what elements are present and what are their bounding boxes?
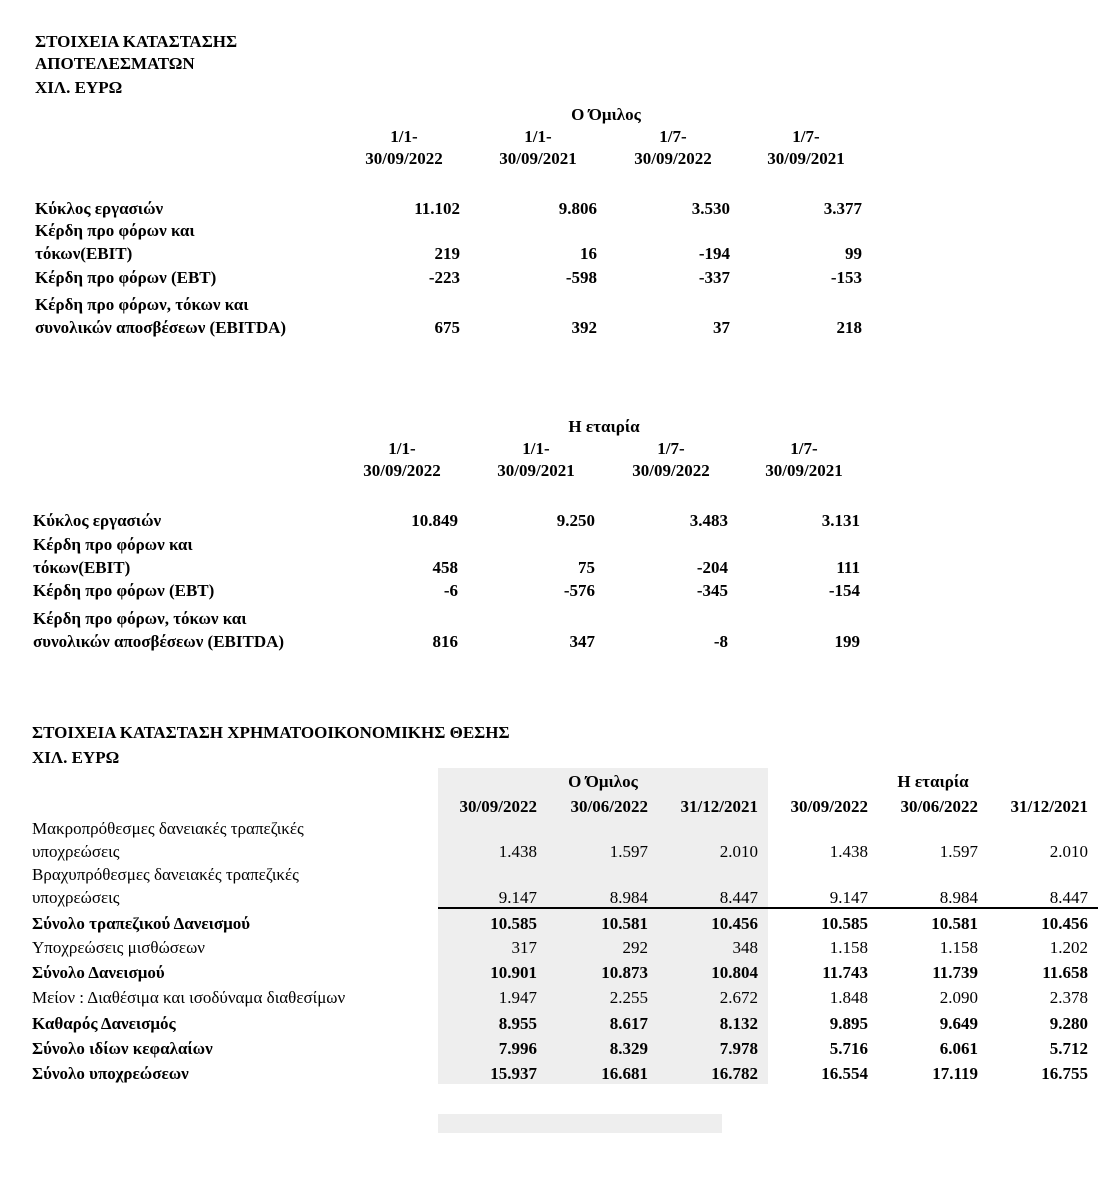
balance-value-cell: 9.147 — [829, 888, 868, 907]
balance-value-cell: 5.712 — [1049, 1039, 1088, 1058]
balance-value-cell: 348 — [732, 938, 758, 957]
balance-value-cell: 10.456 — [711, 914, 758, 933]
balance-value-cell: 11.743 — [822, 963, 868, 982]
balance-company-heading: Η εταιρία — [897, 772, 969, 791]
balance-row-label: Μακροπρόθεσμες δανειακές τραπεζικές — [32, 819, 304, 838]
column-header-period-start: 1/1- — [524, 127, 552, 146]
value-cell: -576 — [563, 581, 595, 600]
value-cell: -194 — [698, 244, 730, 263]
income-title-line2: ΑΠΟΤΕΛΕΣΜΑΤΩΝ — [35, 54, 195, 73]
value-cell: 16 — [580, 244, 597, 263]
balance-value-cell: 9.649 — [939, 1014, 978, 1033]
column-header-period-start: 1/1- — [388, 439, 416, 458]
date-column-header: 30/09/2022 — [790, 797, 868, 816]
balance-value-cell: 7.978 — [719, 1039, 758, 1058]
balance-value-cell: 16.554 — [821, 1064, 868, 1083]
balance-value-cell: 10.456 — [1041, 914, 1088, 933]
value-cell: 9.250 — [556, 511, 595, 530]
group-heading: Ο Όμιλος — [571, 105, 641, 124]
balance-value-cell: 8.447 — [719, 888, 758, 907]
balance-value-cell: 16.782 — [711, 1064, 758, 1083]
value-cell: 3.377 — [823, 199, 862, 218]
balance-value-cell: 17.119 — [932, 1064, 978, 1083]
column-header-period-end: 30/09/2021 — [499, 149, 577, 168]
balance-title: ΣΤΟΙΧΕΙΑ ΚΑΤΑΣΤΑΣΗ ΧΡΗΜΑΤΟΟΙΚΟΝΟΜΙΚΗΣ ΘΕΣΗΣ — [32, 723, 510, 742]
value-cell: 347 — [569, 632, 595, 651]
date-column-header: 30/09/2022 — [459, 797, 537, 816]
value-cell: 9.806 — [558, 199, 597, 218]
balance-value-cell: 8.132 — [719, 1014, 758, 1033]
column-header-period-start: 1/7- — [659, 127, 687, 146]
column-header-period-start: 1/7- — [790, 439, 818, 458]
value-cell: -345 — [696, 581, 728, 600]
balance-value-cell: 8.617 — [609, 1014, 648, 1033]
column-header-period-end: 30/09/2022 — [363, 461, 441, 480]
column-header-period-end: 30/09/2022 — [365, 149, 443, 168]
column-header-period-start: 1/1- — [522, 439, 550, 458]
value-cell: 3.483 — [689, 511, 728, 530]
value-cell: 219 — [434, 244, 460, 263]
balance-value-cell: 8.329 — [609, 1039, 648, 1058]
balance-value-cell: 10.585 — [821, 914, 868, 933]
value-cell: 37 — [713, 318, 730, 337]
balance-value-cell: 16.755 — [1041, 1064, 1088, 1083]
value-cell: 111 — [836, 558, 860, 577]
date-column-header: 30/06/2022 — [900, 797, 978, 816]
column-header-period-end: 30/09/2021 — [767, 149, 845, 168]
value-cell: 75 — [578, 558, 595, 577]
balance-value-cell: 1.158 — [829, 938, 868, 957]
balance-value-cell: 10.804 — [711, 963, 758, 982]
balance-row-label: Υποχρεώσεις μισθώσεων — [32, 938, 205, 957]
balance-row-label: Μείον : Διαθέσιμα και ισοδύναμα διαθεσίμων — [32, 988, 346, 1007]
row-label-continued: τόκων(EBIT) — [33, 558, 131, 577]
income-title-line1: ΣΤΟΙΧΕΙΑ ΚΑΤΑΣΤΑΣΗΣ — [35, 32, 238, 51]
value-cell: -598 — [565, 268, 597, 287]
value-cell: -153 — [830, 268, 862, 287]
balance-value-cell: 8.984 — [939, 888, 978, 907]
value-cell: 10.849 — [411, 511, 458, 530]
row-label: Κέρδη προ φόρων (EBT) — [35, 268, 217, 287]
column-header-period-end: 30/09/2021 — [497, 461, 575, 480]
balance-value-cell: 2.090 — [939, 988, 978, 1007]
balance-value-cell: 9.147 — [498, 888, 537, 907]
balance-value-cell: 11.739 — [932, 963, 978, 982]
balance-value-cell: 7.996 — [498, 1039, 537, 1058]
balance-value-cell: 1.438 — [498, 842, 537, 861]
value-cell: 675 — [434, 318, 460, 337]
balance-value-cell: 8.447 — [1049, 888, 1088, 907]
balance-value-cell: 2.378 — [1049, 988, 1088, 1007]
value-cell: 458 — [432, 558, 458, 577]
date-column-header: 31/12/2021 — [1010, 797, 1088, 816]
balance-value-cell: 2.672 — [719, 988, 758, 1007]
value-cell: -223 — [428, 268, 460, 287]
value-cell: -8 — [713, 632, 728, 651]
row-label: Κέρδη προ φόρων, τόκων και — [35, 295, 249, 314]
balance-value-cell: 5.716 — [829, 1039, 868, 1058]
shaded-bar — [438, 1114, 722, 1133]
balance-value-cell: 2.255 — [609, 988, 648, 1007]
balance-value-cell: 1.597 — [609, 842, 648, 861]
value-cell: -6 — [443, 581, 458, 600]
column-header-period-end: 30/09/2022 — [632, 461, 710, 480]
balance-value-cell: 11.658 — [1042, 963, 1088, 982]
row-label-continued: συνολικών αποσβέσεων (EBITDA) — [35, 318, 287, 337]
row-label-continued: συνολικών αποσβέσεων (EBITDA) — [33, 632, 285, 651]
balance-row-label: Καθαρός Δανεισμός — [32, 1014, 176, 1033]
balance-row-label: Σύνολο υποχρεώσεων — [32, 1064, 189, 1083]
row-label: Κέρδη προ φόρων και — [33, 535, 193, 554]
column-header-period-start: 1/7- — [657, 439, 685, 458]
balance-value-cell: 9.895 — [829, 1014, 868, 1033]
balance-value-cell: 10.585 — [490, 914, 537, 933]
column-header-period-end: 30/09/2022 — [634, 149, 712, 168]
balance-value-cell: 2.010 — [719, 842, 758, 861]
balance-row-label-continued: υποχρεώσεις — [32, 842, 120, 861]
balance-value-cell: 8.955 — [498, 1014, 537, 1033]
balance-units: ΧΙΛ. ΕΥΡΩ — [32, 748, 120, 767]
balance-row-label: Σύνολο Δανεισμού — [32, 963, 165, 982]
balance-value-cell: 2.010 — [1049, 842, 1088, 861]
balance-group-heading: Ο Όμιλος — [568, 772, 638, 791]
balance-value-cell: 16.681 — [601, 1064, 648, 1083]
balance-value-cell: 1.947 — [498, 988, 537, 1007]
value-cell: -204 — [696, 558, 728, 577]
balance-value-cell: 10.581 — [601, 914, 648, 933]
column-header-period-start: 1/7- — [792, 127, 820, 146]
balance-value-cell: 10.901 — [490, 963, 537, 982]
balance-value-cell: 10.581 — [931, 914, 978, 933]
value-cell: 199 — [834, 632, 860, 651]
column-header-period-end: 30/09/2021 — [765, 461, 843, 480]
row-label: Κέρδη προ φόρων, τόκων και — [33, 609, 247, 628]
value-cell: -154 — [828, 581, 860, 600]
date-column-header: 30/06/2022 — [570, 797, 648, 816]
value-cell: -337 — [698, 268, 730, 287]
column-header-period-start: 1/1- — [390, 127, 418, 146]
row-label: Κύκλος εργασιών — [33, 511, 162, 530]
balance-value-cell: 1.848 — [829, 988, 868, 1007]
balance-value-cell: 1.438 — [829, 842, 868, 861]
balance-value-cell: 15.937 — [490, 1064, 537, 1083]
balance-value-cell: 10.873 — [601, 963, 648, 982]
balance-row-label: Σύνολο ιδίων κεφαλαίων — [32, 1039, 213, 1058]
balance-value-cell: 1.202 — [1049, 938, 1088, 957]
balance-value-cell: 1.597 — [939, 842, 978, 861]
balance-row-label-continued: υποχρεώσεις — [32, 888, 120, 907]
value-cell: 11.102 — [414, 199, 460, 218]
row-label: Κέρδη προ φόρων και — [35, 221, 195, 240]
value-cell: 3.131 — [821, 511, 860, 530]
value-cell: 392 — [571, 318, 597, 337]
date-column-header: 31/12/2021 — [680, 797, 758, 816]
balance-row-label: Βραχυπρόθεσμες δανειακές τραπεζικές — [32, 865, 299, 884]
value-cell: 3.530 — [691, 199, 730, 218]
balance-value-cell: 317 — [511, 938, 537, 957]
balance-value-cell: 292 — [622, 938, 648, 957]
balance-value-cell: 1.158 — [939, 938, 978, 957]
balance-value-cell: 9.280 — [1049, 1014, 1088, 1033]
value-cell: 218 — [836, 318, 862, 337]
row-label-continued: τόκων(EBIT) — [35, 244, 133, 263]
value-cell: 99 — [845, 244, 862, 263]
income-units: ΧΙΛ. ΕΥΡΩ — [35, 78, 123, 97]
balance-value-cell: 6.061 — [939, 1039, 978, 1058]
balance-value-cell: 8.984 — [609, 888, 648, 907]
balance-row-label: Σύνολο τραπεζικού Δανεισμού — [32, 914, 251, 933]
row-label: Κύκλος εργασιών — [35, 199, 164, 218]
value-cell: 816 — [432, 632, 458, 651]
company-heading: Η εταιρία — [568, 417, 640, 436]
row-label: Κέρδη προ φόρων (EBT) — [33, 581, 215, 600]
